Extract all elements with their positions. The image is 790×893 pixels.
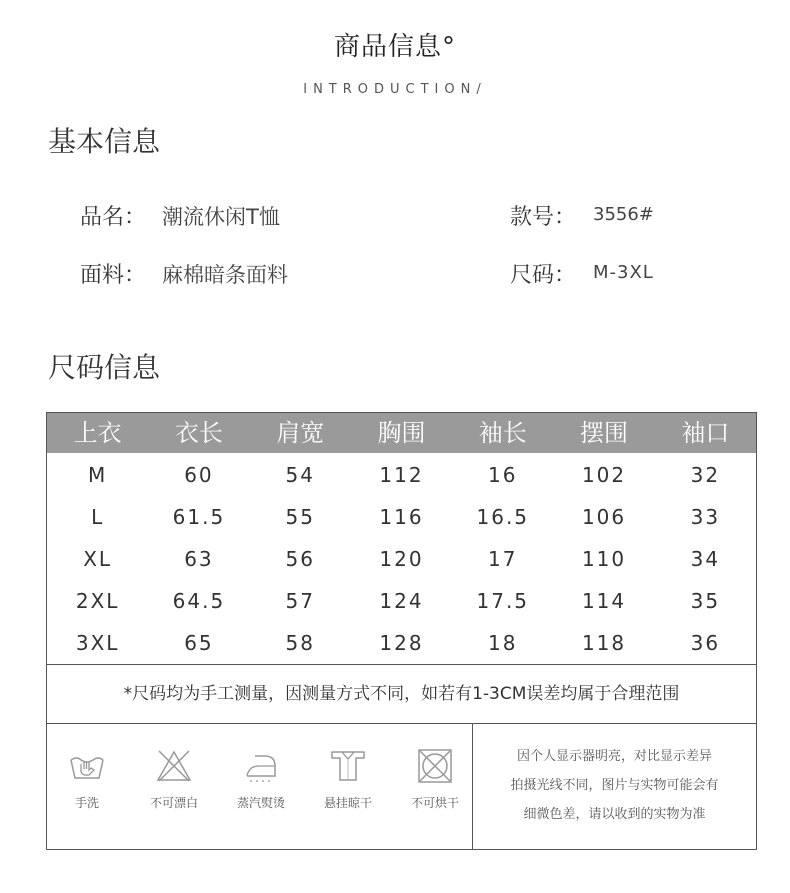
table-cell: 2XL — [75, 589, 120, 613]
table-cell: 32 — [690, 463, 721, 487]
hand-wash-icon — [67, 748, 107, 784]
table-cell: 58 — [285, 631, 315, 655]
header-cell: 摆围 — [580, 419, 629, 447]
table-cell: 57 — [285, 589, 315, 613]
table-cell: 102 — [581, 463, 627, 487]
table-cell: 18 — [488, 631, 518, 655]
care-item — [395, 724, 475, 811]
disclaimer-line: 因个人显示器明亮，对比显示差异 — [516, 749, 712, 764]
care-label: 手洗 — [74, 796, 99, 810]
size-range-value: M-3XL — [593, 262, 654, 283]
table-row — [47, 621, 756, 663]
care-item — [47, 724, 127, 811]
size-info-heading: 尺码信息 — [48, 351, 161, 384]
header-cell: 肩宽 — [276, 419, 325, 447]
page-subtitle: INTRODUCTION/ — [303, 82, 487, 97]
table-cell: 64.5 — [172, 589, 226, 613]
table-row — [47, 453, 756, 495]
care-label: 蒸汽熨烫 — [236, 796, 285, 810]
table-cell: 34 — [690, 547, 721, 571]
table-cell: 35 — [690, 589, 721, 613]
table-cell: 65 — [184, 631, 214, 655]
product-name-value: 潮流休闲T恤 — [162, 205, 280, 229]
table-cell: 56 — [285, 547, 315, 571]
table-cell: 55 — [285, 505, 315, 529]
care-item — [134, 724, 214, 811]
table-cell: 60 — [184, 463, 214, 487]
table-cell: 54 — [285, 463, 315, 487]
table-cell: 3XL — [75, 631, 120, 655]
table-cell: 120 — [379, 547, 424, 571]
table-cell: 124 — [379, 589, 424, 613]
disclaimer-line: 拍摄光线不同，图片与实物可能会有 — [510, 778, 719, 793]
steam-iron-icon — [241, 748, 281, 784]
table-row — [47, 495, 756, 537]
table-cell: 63 — [184, 547, 214, 571]
model-number-label: 款号： — [510, 205, 577, 230]
product-name-label: 品名： — [80, 205, 147, 230]
table-cell: 16.5 — [476, 505, 530, 529]
care-label: 不可烘干 — [410, 796, 459, 810]
table-cell: 106 — [581, 505, 627, 529]
table-cell: 128 — [379, 631, 424, 655]
table-cell: 112 — [379, 463, 424, 487]
table-cell: M — [88, 463, 108, 487]
table-cell: 118 — [581, 631, 627, 655]
table-cell: XL — [83, 547, 113, 571]
care-label: 不可漂白 — [149, 796, 198, 810]
header-cell: 袖长 — [478, 419, 527, 447]
basic-info-heading: 基本信息 — [48, 125, 161, 158]
table-cell: 61.5 — [172, 505, 226, 529]
measurement-note: *尺码均为手工测量，因测量方式不同，如若有1-3CM误差均属于合理范围 — [123, 684, 680, 704]
care-instructions — [47, 724, 472, 850]
care-item — [308, 724, 388, 811]
fabric-value: 麻棉暗条面料 — [162, 263, 288, 287]
table-row — [47, 579, 756, 621]
table-cell: 116 — [379, 505, 424, 529]
size-table — [46, 412, 757, 850]
disclaimer-line: 细微色差，请以收到的实物为准 — [523, 807, 706, 822]
fabric-label: 面料： — [80, 263, 147, 288]
care-item — [221, 724, 301, 811]
color-disclaimer — [473, 724, 756, 850]
table-cell: 33 — [690, 505, 721, 529]
table-cell: 17.5 — [476, 589, 530, 613]
table-cell: 36 — [690, 631, 721, 655]
no-bleach-icon — [154, 748, 194, 784]
header-cell: 胸围 — [377, 419, 426, 447]
size-range-label: 尺码： — [510, 263, 577, 288]
header-cell: 上衣 — [73, 419, 122, 447]
care-label: 悬挂晾干 — [323, 796, 372, 810]
page-title: 商品信息° — [333, 32, 456, 62]
size-table-body — [47, 453, 756, 663]
model-number-value: 3556# — [593, 204, 654, 225]
header-cell: 衣长 — [174, 419, 223, 447]
size-table-header — [47, 413, 756, 453]
table-row — [47, 537, 756, 579]
table-cell: 17 — [488, 547, 518, 571]
hang-dry-icon — [328, 748, 368, 784]
table-cell: 114 — [581, 589, 627, 613]
table-cell: 110 — [581, 547, 627, 571]
header-cell: 袖口 — [681, 419, 730, 447]
no-tumble-dry-icon — [415, 748, 455, 784]
table-cell: L — [91, 505, 105, 529]
table-cell: 16 — [488, 463, 518, 487]
